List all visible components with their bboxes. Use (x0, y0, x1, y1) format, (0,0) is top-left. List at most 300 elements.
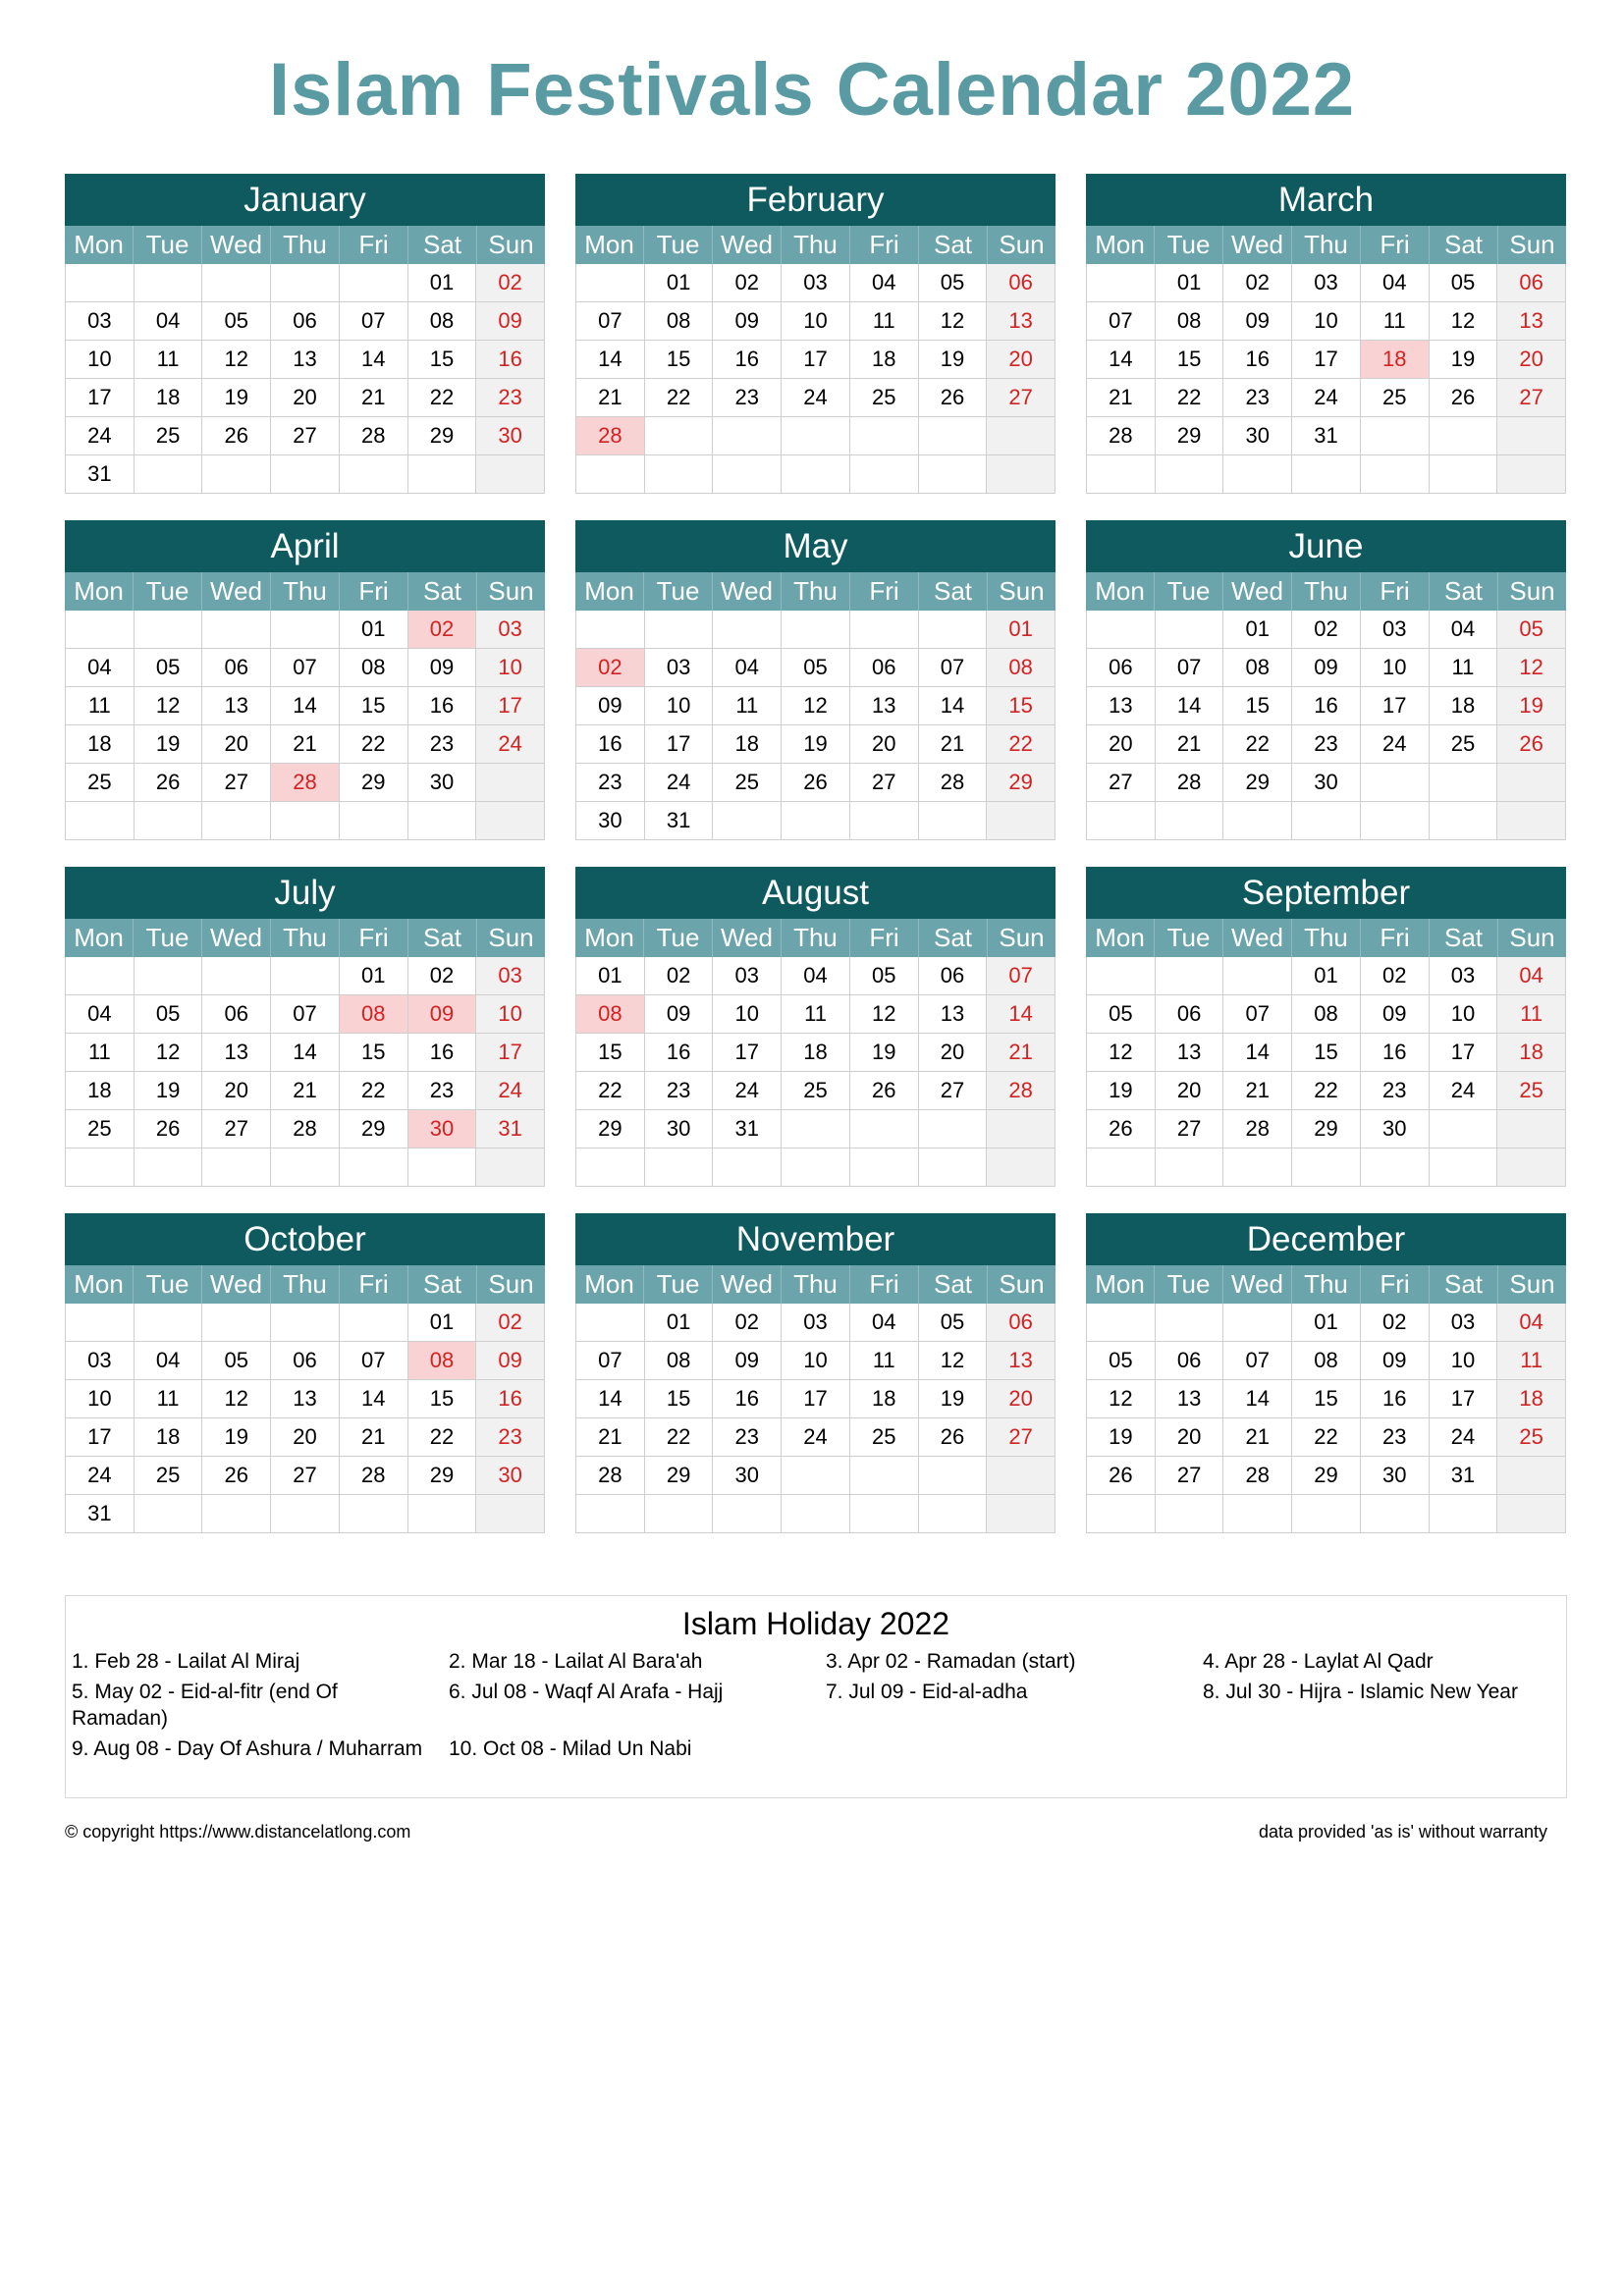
month-april (65, 520, 545, 840)
weekday-label: Wed (1223, 1265, 1292, 1304)
weekday-label: Sat (919, 226, 988, 264)
day-cell: 22 (340, 725, 408, 763)
day-cell: 25 (1430, 725, 1498, 763)
day-cell (135, 455, 203, 493)
day-cell: 11 (1497, 1342, 1566, 1379)
day-cell: 06 (202, 995, 271, 1033)
day-cell: 23 (1223, 379, 1292, 416)
weekday-label: Sun (488, 923, 534, 952)
day-cell: 11 (850, 302, 919, 340)
day-cell (1430, 1110, 1498, 1148)
day-cell: 12 (135, 687, 203, 724)
day-cell: 25 (1497, 1418, 1566, 1456)
day-cell: 20 (1087, 725, 1156, 763)
holiday-item: 1. Feb 28 - Lailat Al Miraj (72, 1650, 300, 1673)
weekday-label: Sat (1430, 1265, 1498, 1304)
day-cell (202, 1148, 271, 1186)
week-row (1087, 1342, 1566, 1380)
day-cell: 09 (576, 687, 645, 724)
day-cell: 22 (645, 1418, 714, 1456)
weekday-label: Tue (644, 1265, 713, 1304)
day-cell (135, 611, 203, 648)
day-cell: 20 (919, 1034, 988, 1071)
day-cell (202, 1495, 271, 1532)
day-cell (645, 1148, 714, 1186)
day-cell (850, 611, 919, 648)
day-cell (271, 1495, 340, 1532)
weekday-label: Wed (713, 572, 782, 611)
week-row (66, 1148, 545, 1187)
weekday-label: Sun (1509, 576, 1555, 606)
day-cell: 19 (919, 341, 988, 378)
weekday-label: Thu (782, 1265, 850, 1304)
day-cell (202, 455, 271, 493)
day-cell: 29 (576, 1110, 645, 1148)
day-cell: 17 (1292, 341, 1361, 378)
week-row (1087, 302, 1566, 341)
weekday-label: Sun (488, 230, 534, 259)
day-cell: 02 (1361, 1304, 1430, 1341)
day-cell (408, 802, 477, 839)
week-row (1087, 379, 1566, 417)
day-cell: 02 (408, 957, 477, 994)
weekday-label: Tue (644, 226, 713, 264)
day-cell: 15 (408, 341, 477, 378)
day-cell: 24 (1361, 725, 1430, 763)
week-row (66, 417, 545, 455)
day-cell: 20 (202, 725, 271, 763)
day-cell: 01 (576, 957, 645, 994)
day-cell: 18 (66, 1072, 135, 1109)
week-row (576, 995, 1056, 1034)
day-cell: 18 (135, 379, 203, 416)
day-cell: 28 (987, 1072, 1056, 1109)
day-cell: 29 (408, 417, 477, 454)
day-cell (645, 611, 714, 648)
day-cell (1156, 1495, 1224, 1532)
day-cell (340, 1495, 408, 1532)
day-cell: 11 (782, 995, 850, 1033)
day-cell: 09 (1361, 995, 1430, 1033)
day-cell (713, 417, 782, 454)
day-cell (135, 1495, 203, 1532)
weekday-label: Fri (340, 572, 408, 611)
day-cell: 07 (1156, 649, 1224, 686)
weekday-label: Sat (408, 226, 477, 264)
day-cell: 07 (1223, 995, 1292, 1033)
day-cell: 09 (713, 1342, 782, 1379)
week-row (576, 341, 1056, 379)
weekday-header-row (65, 919, 545, 957)
day-cell: 29 (340, 764, 408, 801)
weekday-label: Wed (713, 1265, 782, 1304)
day-cell: 10 (782, 302, 850, 340)
holiday-day-cell: 28 (576, 417, 645, 454)
day-cell: 01 (1292, 957, 1361, 994)
day-cell: 06 (271, 1342, 340, 1379)
day-cell: 20 (202, 1072, 271, 1109)
day-cell: 16 (1361, 1380, 1430, 1417)
day-cell (919, 455, 988, 493)
month-days (65, 1304, 545, 1533)
day-cell: 17 (66, 1418, 135, 1456)
day-cell: 15 (340, 1034, 408, 1071)
day-cell: 15 (987, 687, 1056, 724)
day-cell: 15 (576, 1034, 645, 1071)
month-december (1086, 1213, 1566, 1533)
week-row (1087, 764, 1566, 802)
day-cell (271, 455, 340, 493)
weekday-label: Sun (999, 230, 1045, 259)
day-cell: 12 (1087, 1034, 1156, 1071)
weekday-header-row (575, 226, 1056, 264)
day-cell (1497, 1110, 1566, 1148)
day-cell (66, 1304, 135, 1341)
weekday-label: Tue (1155, 1265, 1223, 1304)
day-cell (576, 1495, 645, 1532)
week-row (66, 302, 545, 341)
day-cell (1361, 455, 1430, 493)
day-cell: 24 (66, 1457, 135, 1494)
day-cell: 11 (1497, 995, 1566, 1033)
day-cell (987, 1495, 1056, 1532)
day-cell: 17 (1361, 687, 1430, 724)
day-cell (271, 802, 340, 839)
weekday-header-row (1086, 919, 1566, 957)
day-cell: 26 (1087, 1457, 1156, 1494)
day-cell: 31 (66, 1495, 135, 1532)
day-cell: 23 (1361, 1418, 1430, 1456)
week-row (576, 1418, 1056, 1457)
day-cell: 05 (135, 649, 203, 686)
month-title: August (575, 867, 1056, 919)
day-cell: 08 (1292, 1342, 1361, 1379)
month-days (1086, 1304, 1566, 1533)
week-row (1087, 611, 1566, 649)
holiday-item: 7. Jul 09 - Eid-al-adha (826, 1681, 1028, 1703)
day-cell: 31 (66, 455, 135, 493)
month-days (575, 264, 1056, 494)
weekday-label: Fri (1361, 226, 1430, 264)
week-row (66, 1418, 545, 1457)
day-cell: 05 (135, 995, 203, 1033)
day-cell: 19 (1497, 687, 1566, 724)
day-cell: 08 (340, 649, 408, 686)
weekday-label: Fri (1361, 919, 1430, 957)
weekday-label: Sat (919, 572, 988, 611)
month-days (1086, 611, 1566, 840)
weekday-label: Sat (1430, 919, 1498, 957)
day-cell: 17 (645, 725, 714, 763)
day-cell: 14 (576, 341, 645, 378)
day-cell (1497, 417, 1566, 454)
weekday-header-row (575, 572, 1056, 611)
day-cell (1361, 802, 1430, 839)
day-cell (476, 455, 545, 493)
day-cell (1497, 1495, 1566, 1532)
day-cell: 21 (340, 379, 408, 416)
day-cell: 29 (645, 1457, 714, 1494)
day-cell: 05 (202, 302, 271, 340)
weekday-label: Fri (850, 226, 919, 264)
day-cell: 23 (408, 1072, 477, 1109)
day-cell: 24 (66, 417, 135, 454)
day-cell: 21 (271, 1072, 340, 1109)
week-row (1087, 1034, 1566, 1072)
month-february (575, 174, 1056, 494)
day-cell: 02 (1361, 957, 1430, 994)
day-cell: 08 (645, 1342, 714, 1379)
day-cell (1430, 764, 1498, 801)
day-cell (919, 1148, 988, 1186)
week-row (66, 1110, 545, 1148)
month-days (1086, 264, 1566, 494)
week-row (576, 417, 1056, 455)
day-cell (713, 611, 782, 648)
holiday-list-panel (65, 1595, 1567, 1798)
week-row (66, 1342, 545, 1380)
day-cell: 14 (1223, 1380, 1292, 1417)
day-cell (1497, 764, 1566, 801)
day-cell: 18 (850, 1380, 919, 1417)
day-cell: 19 (850, 1034, 919, 1071)
holiday-day-cell: 02 (576, 649, 645, 686)
day-cell (1430, 1148, 1498, 1186)
day-cell: 01 (645, 264, 714, 301)
day-cell: 11 (135, 1380, 203, 1417)
day-cell: 04 (135, 302, 203, 340)
day-cell: 07 (271, 995, 340, 1033)
day-cell (1292, 802, 1361, 839)
day-cell: 25 (1497, 1072, 1566, 1109)
day-cell: 13 (987, 1342, 1056, 1379)
day-cell: 11 (66, 687, 135, 724)
day-cell: 21 (1223, 1072, 1292, 1109)
day-cell: 30 (476, 417, 545, 454)
week-row (576, 1110, 1056, 1148)
month-november (575, 1213, 1056, 1533)
day-cell: 18 (713, 725, 782, 763)
day-cell: 31 (645, 802, 714, 839)
week-row (576, 1342, 1056, 1380)
day-cell: 25 (1361, 379, 1430, 416)
day-cell: 07 (576, 302, 645, 340)
day-cell: 09 (1223, 302, 1292, 340)
day-cell (340, 1148, 408, 1186)
holiday-item: 5. May 02 - Eid-al-fitr (end Of Ramadan) (72, 1681, 338, 1730)
day-cell (476, 764, 545, 801)
day-cell: 12 (1497, 649, 1566, 686)
week-row (1087, 649, 1566, 687)
day-cell (1087, 1495, 1156, 1532)
day-cell: 05 (1087, 1342, 1156, 1379)
month-title: May (575, 520, 1056, 572)
day-cell: 27 (1156, 1457, 1224, 1494)
day-cell: 29 (1156, 417, 1224, 454)
week-row (66, 1304, 545, 1342)
day-cell (645, 455, 714, 493)
month-title: January (65, 174, 545, 226)
day-cell (1430, 455, 1498, 493)
day-cell: 13 (271, 1380, 340, 1417)
weekday-label: Thu (782, 226, 850, 264)
day-cell (1497, 455, 1566, 493)
day-cell: 19 (1087, 1072, 1156, 1109)
day-cell: 04 (850, 264, 919, 301)
day-cell: 31 (1430, 1457, 1498, 1494)
day-cell (782, 455, 850, 493)
weekday-label: Sat (919, 1265, 988, 1304)
day-cell: 15 (645, 1380, 714, 1417)
day-cell: 15 (408, 1380, 477, 1417)
day-cell: 16 (408, 1034, 477, 1071)
weekday-label: Thu (271, 226, 340, 264)
day-cell: 17 (782, 341, 850, 378)
day-cell (135, 802, 203, 839)
week-row (66, 649, 545, 687)
day-cell (1156, 957, 1224, 994)
day-cell: 01 (408, 1304, 477, 1341)
day-cell: 31 (713, 1110, 782, 1148)
day-cell: 28 (271, 1110, 340, 1148)
week-row (1087, 1380, 1566, 1418)
holiday-day-cell: 08 (576, 995, 645, 1033)
day-cell: 11 (1430, 649, 1498, 686)
day-cell (782, 1457, 850, 1494)
week-row (66, 764, 545, 802)
day-cell: 23 (713, 1418, 782, 1456)
day-cell: 06 (987, 1304, 1056, 1341)
weekday-label: Tue (134, 226, 202, 264)
weekday-label: Wed (713, 226, 782, 264)
day-cell: 20 (271, 1418, 340, 1456)
day-cell: 29 (987, 764, 1056, 801)
day-cell: 03 (476, 957, 545, 994)
day-cell: 14 (271, 687, 340, 724)
day-cell: 22 (576, 1072, 645, 1109)
day-cell: 16 (1361, 1034, 1430, 1071)
week-row (66, 455, 545, 494)
day-cell: 23 (408, 725, 477, 763)
weekday-label: Mon (65, 226, 134, 264)
day-cell (713, 1148, 782, 1186)
weekday-label: Fri (340, 1265, 408, 1304)
day-cell (645, 1495, 714, 1532)
day-cell (202, 957, 271, 994)
day-cell: 09 (1292, 649, 1361, 686)
day-cell (987, 1110, 1056, 1148)
day-cell: 19 (135, 1072, 203, 1109)
day-cell (135, 957, 203, 994)
day-cell: 25 (850, 1418, 919, 1456)
day-cell: 15 (1223, 687, 1292, 724)
month-title: June (1086, 520, 1566, 572)
week-row (66, 995, 545, 1034)
day-cell (576, 1148, 645, 1186)
day-cell: 30 (408, 764, 477, 801)
day-cell: 03 (66, 302, 135, 340)
day-cell: 03 (66, 1342, 135, 1379)
day-cell: 07 (340, 1342, 408, 1379)
day-cell (782, 1495, 850, 1532)
day-cell: 04 (850, 1304, 919, 1341)
weekday-label: Sat (1430, 226, 1498, 264)
weekday-label: Tue (134, 919, 202, 957)
weekday-label: Thu (1292, 919, 1361, 957)
day-cell: 23 (1292, 725, 1361, 763)
day-cell: 10 (1430, 995, 1498, 1033)
day-cell: 02 (1292, 611, 1361, 648)
day-cell: 06 (202, 649, 271, 686)
week-row (66, 1457, 545, 1495)
weekday-label: Fri (340, 919, 408, 957)
week-row (576, 687, 1056, 725)
day-cell (576, 455, 645, 493)
day-cell: 01 (987, 611, 1056, 648)
day-cell: 05 (1497, 611, 1566, 648)
day-cell (1087, 455, 1156, 493)
day-cell (476, 1495, 545, 1532)
day-cell: 16 (576, 725, 645, 763)
day-cell: 11 (135, 341, 203, 378)
day-cell: 10 (66, 1380, 135, 1417)
weekday-label: Wed (1223, 572, 1292, 611)
day-cell (850, 1148, 919, 1186)
day-cell: 18 (1497, 1034, 1566, 1071)
day-cell: 30 (713, 1457, 782, 1494)
day-cell: 20 (271, 379, 340, 416)
day-cell: 26 (1430, 379, 1498, 416)
day-cell: 10 (782, 1342, 850, 1379)
calendar-grid (65, 174, 1567, 1533)
day-cell: 12 (1087, 1380, 1156, 1417)
day-cell: 08 (1223, 649, 1292, 686)
day-cell: 25 (135, 417, 203, 454)
holiday-item: 9. Aug 08 - Day Of Ashura / Muharram (72, 1737, 423, 1760)
day-cell: 23 (645, 1072, 714, 1109)
month-title: December (1086, 1213, 1566, 1265)
day-cell (1497, 1148, 1566, 1186)
day-cell: 06 (1156, 1342, 1224, 1379)
day-cell: 03 (1430, 1304, 1498, 1341)
day-cell: 19 (919, 1380, 988, 1417)
day-cell: 23 (476, 379, 545, 416)
day-cell: 03 (713, 957, 782, 994)
weekday-label: Tue (134, 1265, 202, 1304)
week-row (576, 764, 1056, 802)
day-cell: 27 (202, 1110, 271, 1148)
day-cell: 01 (408, 264, 477, 301)
day-cell (1361, 1148, 1430, 1186)
day-cell (1223, 1495, 1292, 1532)
day-cell: 05 (1087, 995, 1156, 1033)
day-cell: 22 (1292, 1418, 1361, 1456)
day-cell (476, 802, 545, 839)
day-cell: 24 (1292, 379, 1361, 416)
week-row (576, 302, 1056, 341)
day-cell: 27 (271, 417, 340, 454)
day-cell: 17 (66, 379, 135, 416)
day-cell (1156, 802, 1224, 839)
day-cell: 13 (271, 341, 340, 378)
day-cell: 12 (919, 302, 988, 340)
weekday-label: Wed (1223, 226, 1292, 264)
week-row (66, 802, 545, 840)
day-cell (1430, 802, 1498, 839)
day-cell: 18 (850, 341, 919, 378)
weekday-label: Sun (1509, 923, 1555, 952)
day-cell: 04 (713, 649, 782, 686)
